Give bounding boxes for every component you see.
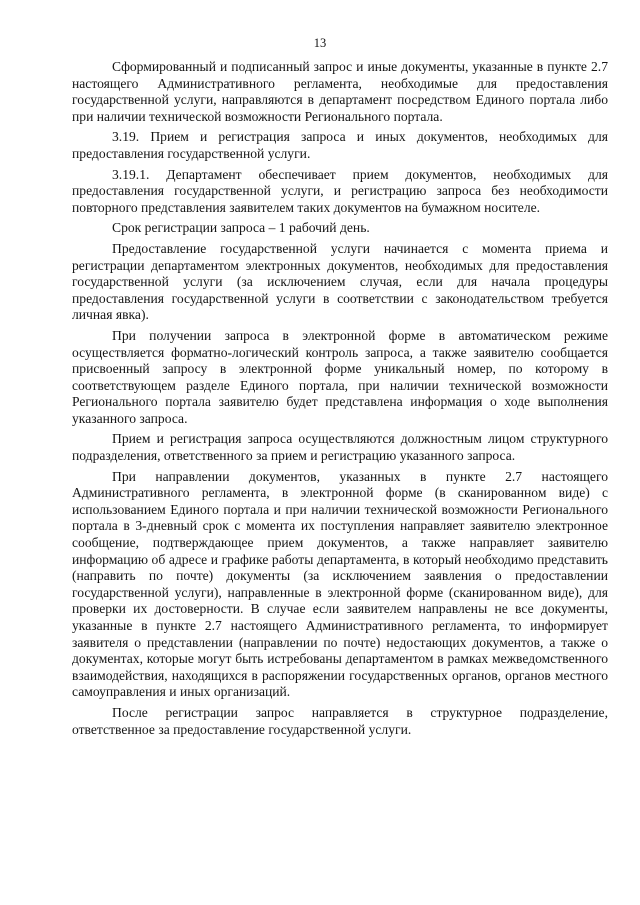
- paragraph: Прием и регистрация запроса осуществляются должностным лицом структурного подразделения, ответственного за прием и регистрацию указанного запроса.: [72, 431, 608, 464]
- paragraph: При получении запроса в электронной форме в автоматическом режиме осуществляется форматно-логический контроль запроса, а также заявителю сообщается присвоенный запросу в электронной форме уникальный номер, по которому в соответствующем разделе Единого портала, при наличии технической возможности Регионального портала заявителю будет представлена информация о ходе выполнения указанного запроса.: [72, 327, 608, 426]
- page-number: 13: [313, 36, 327, 50]
- paragraph: 3.19.1. Департамент обеспечивает прием документов, необходимых для предоставления государственной услуги, и регистрацию запроса без необходимости повторного представления заявителем таких документов на бумажном носителе.: [72, 166, 608, 215]
- paragraph: Срок регистрации запроса – 1 рабочий день.: [112, 220, 370, 236]
- document-body: [72, 59, 608, 742]
- paragraph: При направлении документов, указанных в пункте 2.7 настоящего Административного регламента, в электронной форме (в сканированном виде) с использованием Единого портала и при наличии технической возможности Регионального портала в 3-дневный срок с момента их поступления направляет заявителю электронное сообщение, подтверждающее прием документов, а также направляет заявителю информацию об адресе и графике работы департамента, в который необходимо представить (направить по почте) документы (за исключением заявления о предоставлении государственной услуги), направленные в электронной форме (сканированном виде), для проверки их достоверности. В случае если заявителем направлены не все документы, указанные в пункте 2.7 настоящего Административного регламента, то информирует заявителя о представлении (направлении по почте) недостающих документов, а также о документах, которые могут быть истребованы департаментом в рамках межведомственного взаимодействия, находящихся в распоряжении государственных органов, органов местного самоуправления и иных организаций.: [72, 468, 608, 700]
- paragraph: После регистрации запрос направляется в структурное подразделение, ответственное за предоставление государственной услуги.: [72, 704, 608, 737]
- paragraph: Предоставление государственной услуги начинается с момента приема и регистрации департаментом электронных документов, необходимых для предоставления государственной услуги (за исключением случая, если для начала процедуры предоставления государственной услуги в соответствии с законодательством требуется личная явка).: [72, 240, 608, 323]
- paragraph: 3.19. Прием и регистрация запроса и иных документов, необходимых для предоставления государственной услуги.: [72, 129, 608, 161]
- paragraph: Сформированный и подписанный запрос и иные документы, указанные в пункте 2.7 настоящего Административного регламента, необходимые для предоставления государственной услуги, направляются в департамент посредством Единого портала либо при наличии технической возможности Регионального портала.: [72, 59, 608, 124]
